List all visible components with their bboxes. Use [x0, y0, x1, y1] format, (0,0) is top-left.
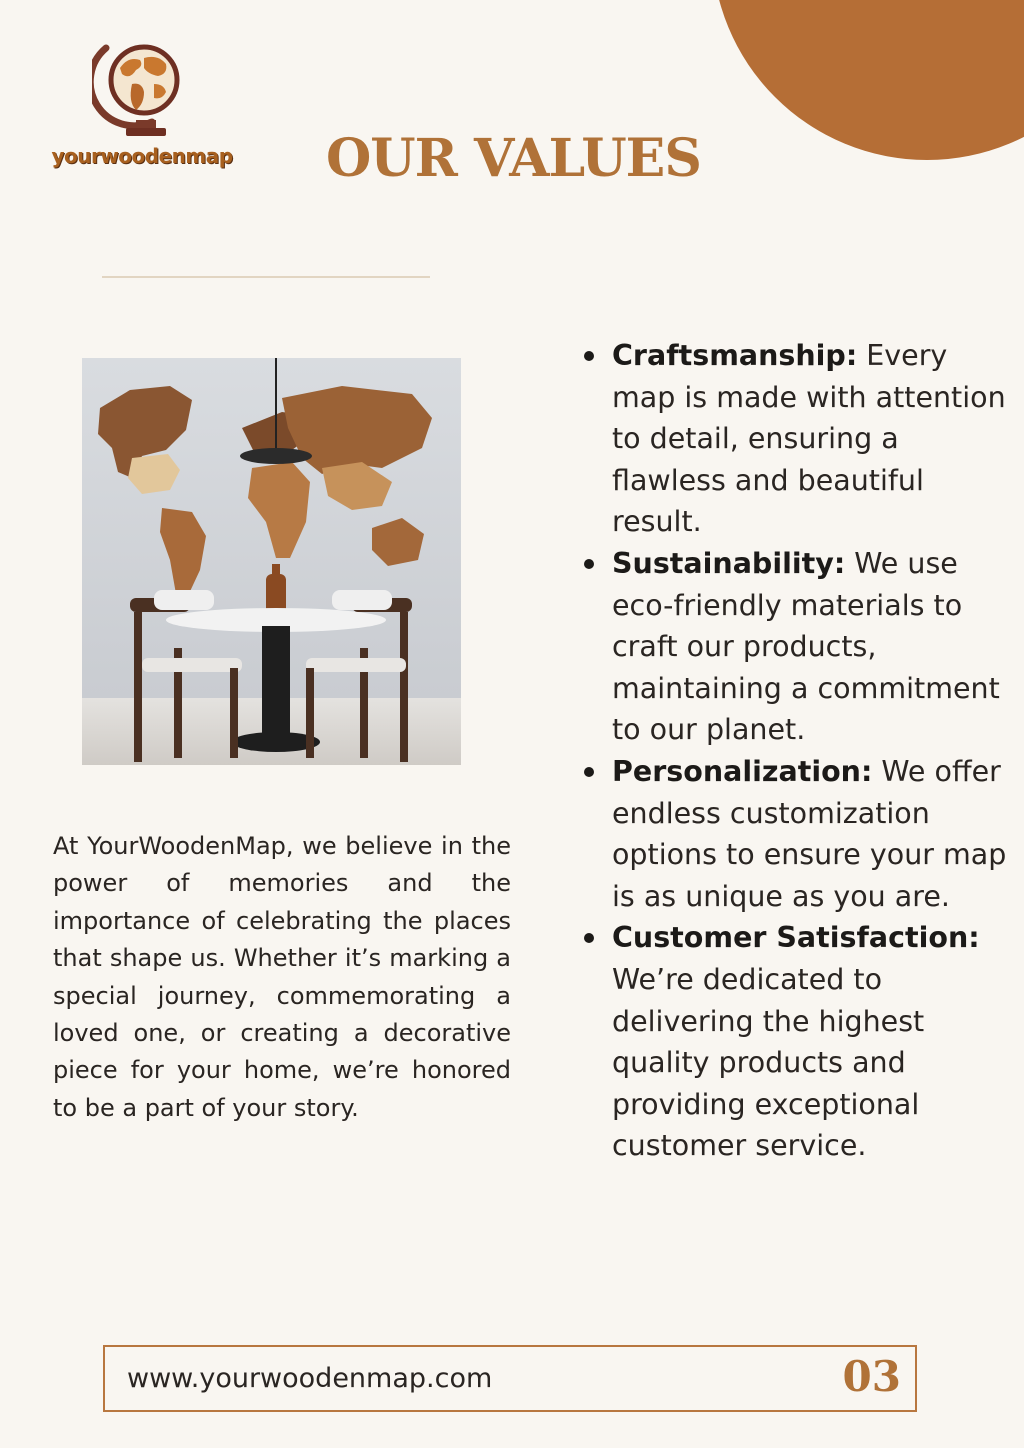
intro-paragraph: At YourWoodenMap, we believe in the power of memories and the importance of celebrating the places that shape us. Whether it’s marking a special journey, commemorating a loved one, or creating a decorative piece for your home, we’re honored to be a part of your story.: [53, 832, 511, 1122]
globe-icon: [92, 28, 192, 144]
page-title: OUR VALUES: [326, 128, 701, 189]
value-description: We’re dedicated to delivering the highest quality products and providing exceptional customer service.: [612, 962, 925, 1163]
bullet-icon: [584, 351, 594, 361]
value-term: Craftsmanship:: [612, 339, 858, 372]
bullet-icon: [584, 559, 594, 569]
value-item-personalization: [612, 751, 1012, 917]
page-number: 03: [842, 1352, 901, 1401]
value-description: Every map is made with attention to detail, ensuring a flawless and beautiful result.: [612, 339, 1006, 539]
value-item-customer-satisfaction: [612, 917, 1012, 1167]
value-description: We offer endless customization options to ensure your map is as unique as you are.: [612, 754, 1007, 913]
value-item-sustainability: [612, 543, 1012, 751]
brand-logo: [34, 26, 250, 176]
footer: [103, 1345, 917, 1412]
website-link[interactable]: www.yourwoodenmap.com: [127, 1363, 493, 1394]
logo-wordmark: yourwoodenmap: [51, 144, 233, 168]
title-divider: [102, 276, 430, 278]
value-description: We use eco-friendly materials to craft our products, maintaining a commitment to our planet.: [612, 546, 1000, 747]
value-item-craftsmanship: [612, 335, 1012, 543]
bullet-icon: [584, 933, 594, 943]
bullet-icon: [584, 767, 594, 777]
decorative-corner-circle: [712, 0, 1024, 160]
value-term: Sustainability:: [612, 546, 846, 580]
value-term: Customer Satisfaction:: [612, 921, 980, 955]
value-term: Personalization:: [612, 754, 873, 788]
values-list: [612, 335, 1012, 1167]
dining-room-world-map-photo: [82, 358, 461, 765]
